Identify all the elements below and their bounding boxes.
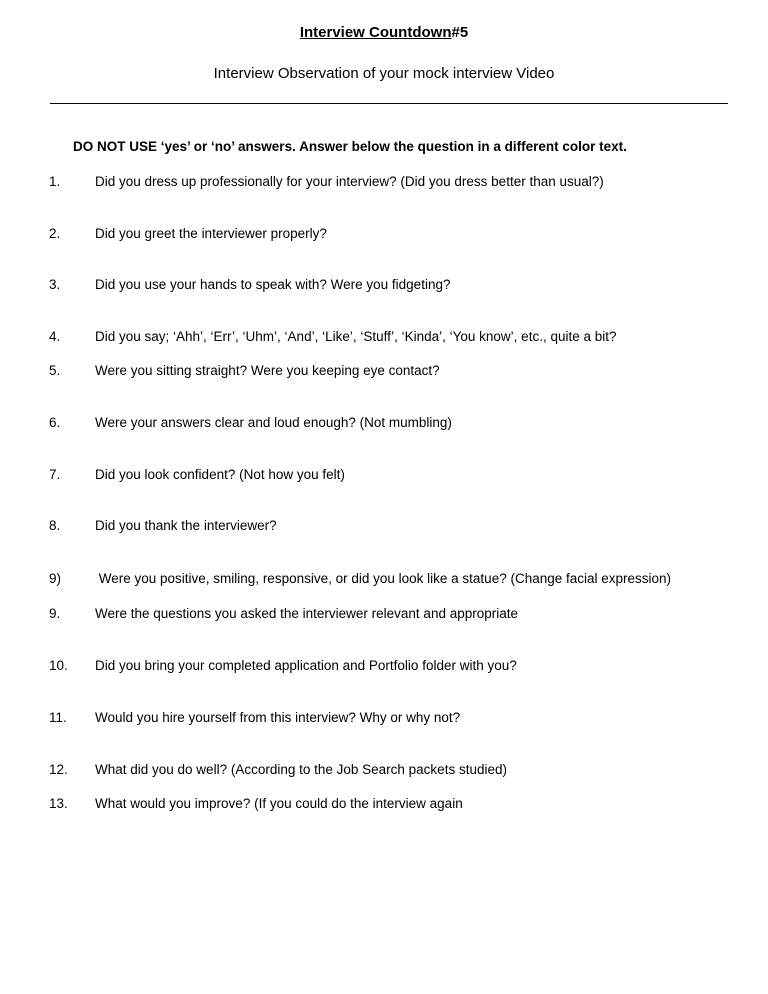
question-number: 13. [49,796,68,811]
question-item [49,467,345,482]
question-text: Did you use your hands to speak with? Were you fidgeting? [95,277,451,292]
question-item [49,415,452,430]
question-text: Did you say; ‘Ahh’, ‘Err’, ‘Uhm’, ‘And’, ‘Like’, ‘Stuff’, ‘Kinda’, ‘You know’, etc., quite a bit? [95,329,617,344]
page-title [0,24,768,41]
question-number: 8. [49,518,61,533]
question-item [49,277,450,292]
question-text: Were you sitting straight? Were you keeping eye contact? [95,363,440,378]
question-text: Were you positive, smiling, responsive, or did you look like a statue? (Change facial expression) [95,571,672,586]
question-text: Were your answers clear and loud enough? (Not mumbling) [95,415,452,430]
question-item [49,363,440,378]
page-title-main: Interview Countdown [299,24,452,41]
question-number: 1. [49,174,61,189]
question-number: 5. [49,363,61,378]
question-text: What did you do well? (According to the Job Search packets studied) [95,762,507,777]
question-text: Did you greet the interviewer properly? [95,226,327,241]
page-subtitle: Interview Observation of your mock interview Video [213,65,555,82]
question-item [49,762,507,777]
question-item [49,606,518,621]
question-number: 3. [49,277,61,292]
question-text: Did you bring your completed application and Portfolio folder with you? [95,658,517,673]
question-text: Would you hire yourself from this interview? Why or why not? [95,710,461,725]
question-item [49,518,277,533]
question-text: Did you look confident? (Not how you felt) [95,467,345,482]
question-number: 9. [49,606,61,621]
question-text: What would you improve? (If you could do the interview again [95,796,463,811]
question-text: Did you dress up professionally for your interview? (Did you dress better than usual?) [95,174,604,189]
instruction-text: DO NOT USE ‘yes’ or ‘no’ answers. Answer below the question in a different color text. [73,139,627,154]
question-item [49,658,517,673]
question-number: 12. [49,762,68,777]
page-title-number: #5 [451,24,469,41]
question-item [49,571,671,586]
question-number: 6. [49,415,61,430]
question-number: 9) [49,571,62,586]
question-number: 11. [49,710,67,725]
question-item [49,796,463,811]
question-number: 7. [49,467,61,482]
question-number: 2. [49,226,61,241]
question-item [49,329,617,344]
question-item [49,174,604,189]
question-number: 4. [49,329,61,344]
question-text: Did you thank the interviewer? [95,518,277,533]
question-item [49,226,327,241]
question-text: Were the questions you asked the interviewer relevant and appropriate [95,606,519,621]
horizontal-divider [50,103,728,104]
question-item [49,710,460,725]
question-number: 10. [49,658,68,673]
